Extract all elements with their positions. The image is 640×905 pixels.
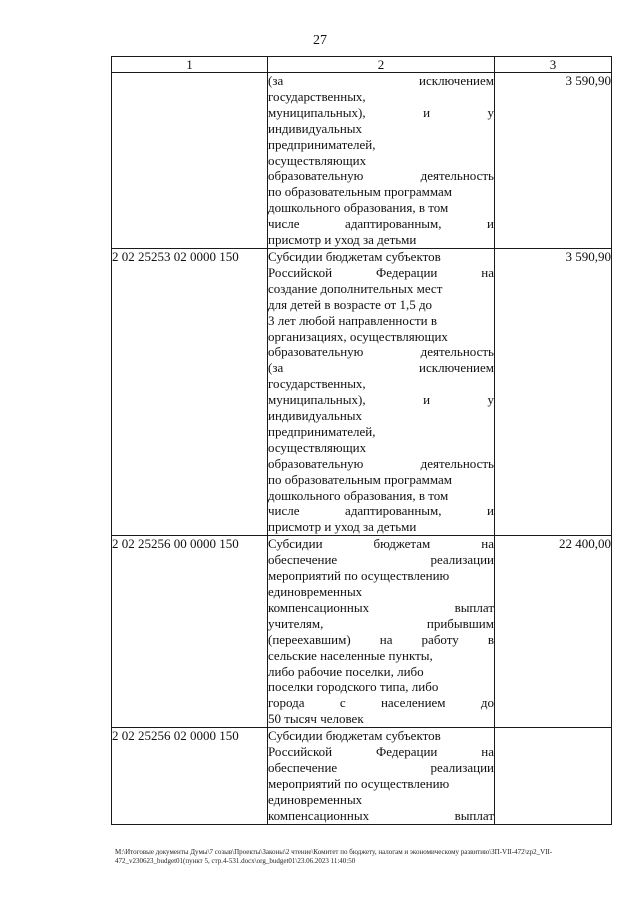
description-word: компенсационных <box>268 807 370 823</box>
description-line <box>268 153 494 169</box>
description-word: дошкольного образования, в том <box>268 200 449 216</box>
description-word: обеспечение <box>268 759 338 775</box>
description-line <box>268 679 494 695</box>
table-row <box>112 536 612 728</box>
description-line <box>268 456 494 472</box>
description-word: на <box>379 631 393 647</box>
description-word: обеспечение <box>268 552 338 568</box>
description-word: и <box>487 216 494 232</box>
description-word: числе <box>268 216 300 232</box>
description-word: реализации <box>430 759 494 775</box>
description-word: индивидуальных <box>268 408 363 424</box>
description-line <box>268 249 494 265</box>
description-word: и <box>487 503 494 519</box>
description-word: выплат <box>454 599 494 615</box>
footer-line: 472_v230623_budget01(пункт 5, стр.4-531.docx\org_budget01\23.06.2023 11:40:50 <box>115 857 356 865</box>
description-line <box>268 711 494 727</box>
description-word: на <box>481 536 494 552</box>
column-header: 2 <box>268 57 495 73</box>
description-word: деятельность <box>420 455 494 471</box>
budget-description <box>268 73 495 249</box>
description-word: на <box>481 264 494 280</box>
description-word: предпринимателей, <box>268 423 376 439</box>
description-line <box>268 568 494 584</box>
description-line <box>268 360 494 376</box>
description-line <box>268 744 494 760</box>
description-line <box>268 200 494 216</box>
description-word: осуществляющих <box>268 439 367 455</box>
description-word: индивидуальных <box>268 120 363 136</box>
description-line <box>268 616 494 632</box>
description-line <box>268 536 494 552</box>
description-word: исключением <box>419 73 494 88</box>
description-word: и <box>423 104 431 120</box>
description-word: у <box>487 104 494 120</box>
description-word: образовательную <box>268 344 364 360</box>
description-line <box>268 232 494 248</box>
description-word: адаптированным, <box>345 503 442 519</box>
description-word: с <box>339 695 346 711</box>
description-word: дошкольного образования, в том <box>268 487 449 503</box>
description-word: предпринимателей, <box>268 136 376 152</box>
description-line <box>268 632 494 648</box>
description-line <box>268 344 494 360</box>
description-line <box>268 265 494 281</box>
description-word: организациях, осуществляющих <box>268 328 448 344</box>
description-word: либо рабочие поселки, либо <box>268 663 424 679</box>
description-word: Российской <box>268 744 333 760</box>
description-line <box>268 519 494 535</box>
description-word: адаптированным, <box>345 216 442 232</box>
description-word: (переехавшим) <box>268 631 351 647</box>
description-word: города <box>268 695 305 711</box>
budget-code: 2 02 25256 02 0000 150 <box>112 728 268 824</box>
description-line <box>268 808 494 824</box>
file-path-footer <box>115 848 615 866</box>
description-word: единовременных <box>268 791 363 807</box>
description-line <box>268 105 494 121</box>
column-header: 3 <box>495 57 612 73</box>
description-line <box>268 184 494 200</box>
description-line <box>268 376 494 392</box>
description-line <box>268 648 494 664</box>
description-word: числе <box>268 503 300 519</box>
budget-description <box>268 536 495 728</box>
description-word: муниципальных), <box>268 104 366 120</box>
description-line <box>268 600 494 616</box>
description-word: поселки городского типа, либо <box>268 679 439 695</box>
description-word: муниципальных), <box>268 392 366 408</box>
table-row <box>112 248 612 535</box>
description-line <box>268 73 494 89</box>
description-word: выплат <box>454 807 494 823</box>
description-line <box>268 760 494 776</box>
description-word: Федерации <box>375 744 438 760</box>
description-word: образовательную <box>268 168 364 184</box>
description-line <box>268 728 494 744</box>
description-word: сельские населенные пункты, <box>268 647 433 663</box>
description-line <box>268 89 494 105</box>
description-word: и <box>423 392 431 408</box>
description-word: образовательную <box>268 455 364 471</box>
description-word: реализации <box>430 552 494 568</box>
description-word: для детей в возрасте от 1,5 до <box>268 296 433 312</box>
description-word: единовременных <box>268 584 363 599</box>
budget-amount <box>495 728 612 824</box>
description-word: государственных, <box>268 88 366 104</box>
description-word: осуществляющих <box>268 152 367 168</box>
description-line <box>268 424 494 440</box>
table-header-row <box>112 57 612 73</box>
budget-code <box>112 73 268 249</box>
description-word: мероприятий по осуществлению <box>268 568 450 584</box>
description-line <box>268 168 494 184</box>
description-word: Федерации <box>375 264 438 280</box>
budget-amount: 3 590,90 <box>495 73 612 249</box>
description-line <box>268 488 494 504</box>
description-word: Субсидии бюджетам субъектов <box>268 248 441 264</box>
description-word: населением <box>380 695 446 711</box>
description-word: присмотр и уход за детьми <box>268 519 417 535</box>
description-word: исключением <box>419 360 494 376</box>
description-line <box>268 121 494 137</box>
description-word: компенсационных <box>268 599 370 615</box>
description-line <box>268 472 494 488</box>
description-word: (за <box>268 360 284 376</box>
description-line <box>268 584 494 600</box>
description-line <box>268 329 494 345</box>
description-word: Российской <box>268 264 333 280</box>
budget-amount: 22 400,00 <box>495 536 612 728</box>
description-word: (за <box>268 73 284 88</box>
description-line <box>268 503 494 519</box>
description-line <box>268 695 494 711</box>
description-word: до <box>480 695 494 711</box>
description-line <box>268 392 494 408</box>
description-word: деятельность <box>420 168 494 184</box>
description-line <box>268 440 494 456</box>
column-header: 1 <box>112 57 268 73</box>
description-word: государственных, <box>268 376 366 392</box>
description-line <box>268 137 494 153</box>
description-word: 3 лет любой направленности в <box>268 312 437 328</box>
description-word: 50 тысяч человек <box>268 711 364 727</box>
description-word: у <box>487 392 494 408</box>
description-line <box>268 408 494 424</box>
description-word: в <box>487 631 494 647</box>
page-number: 27 <box>313 33 327 48</box>
budget-description <box>268 728 495 824</box>
description-line <box>268 792 494 808</box>
description-line <box>268 664 494 680</box>
description-word: Субсидии бюджетам субъектов <box>268 728 441 744</box>
description-word: на <box>481 744 494 760</box>
table-row <box>112 73 612 249</box>
description-line <box>268 216 494 232</box>
budget-code: 2 02 25253 02 0000 150 <box>112 248 268 535</box>
description-word: присмотр и уход за детьми <box>268 232 417 248</box>
description-word: деятельность <box>420 344 494 360</box>
description-word: создание дополнительных мест <box>268 280 443 296</box>
description-word: по образовательным программам <box>268 184 453 200</box>
description-word: бюджетам <box>373 536 431 552</box>
description-line <box>268 552 494 568</box>
description-line <box>268 313 494 329</box>
description-word: по образовательным программам <box>268 471 453 487</box>
description-word: мероприятий по осуществлению <box>268 775 450 791</box>
budget-description <box>268 248 495 535</box>
description-word: Субсидии <box>268 536 323 552</box>
budget-amount: 3 590,90 <box>495 248 612 535</box>
description-word: прибывшим <box>426 615 494 631</box>
description-line <box>268 776 494 792</box>
description-word: работу <box>421 631 459 647</box>
budget-code: 2 02 25256 00 0000 150 <box>112 536 268 728</box>
budget-table <box>111 56 612 825</box>
description-line <box>268 297 494 313</box>
footer-line: M:\Итоговые документы Думы\7 созыв\Проекты\Законы\2 чтение\Комитет по бюджету, налогам и экономическому развитию\ЗП-VII-472\zp2_VII- <box>115 848 553 856</box>
description-line <box>268 281 494 297</box>
table-row <box>112 728 612 824</box>
description-word: учителям, <box>268 615 324 631</box>
